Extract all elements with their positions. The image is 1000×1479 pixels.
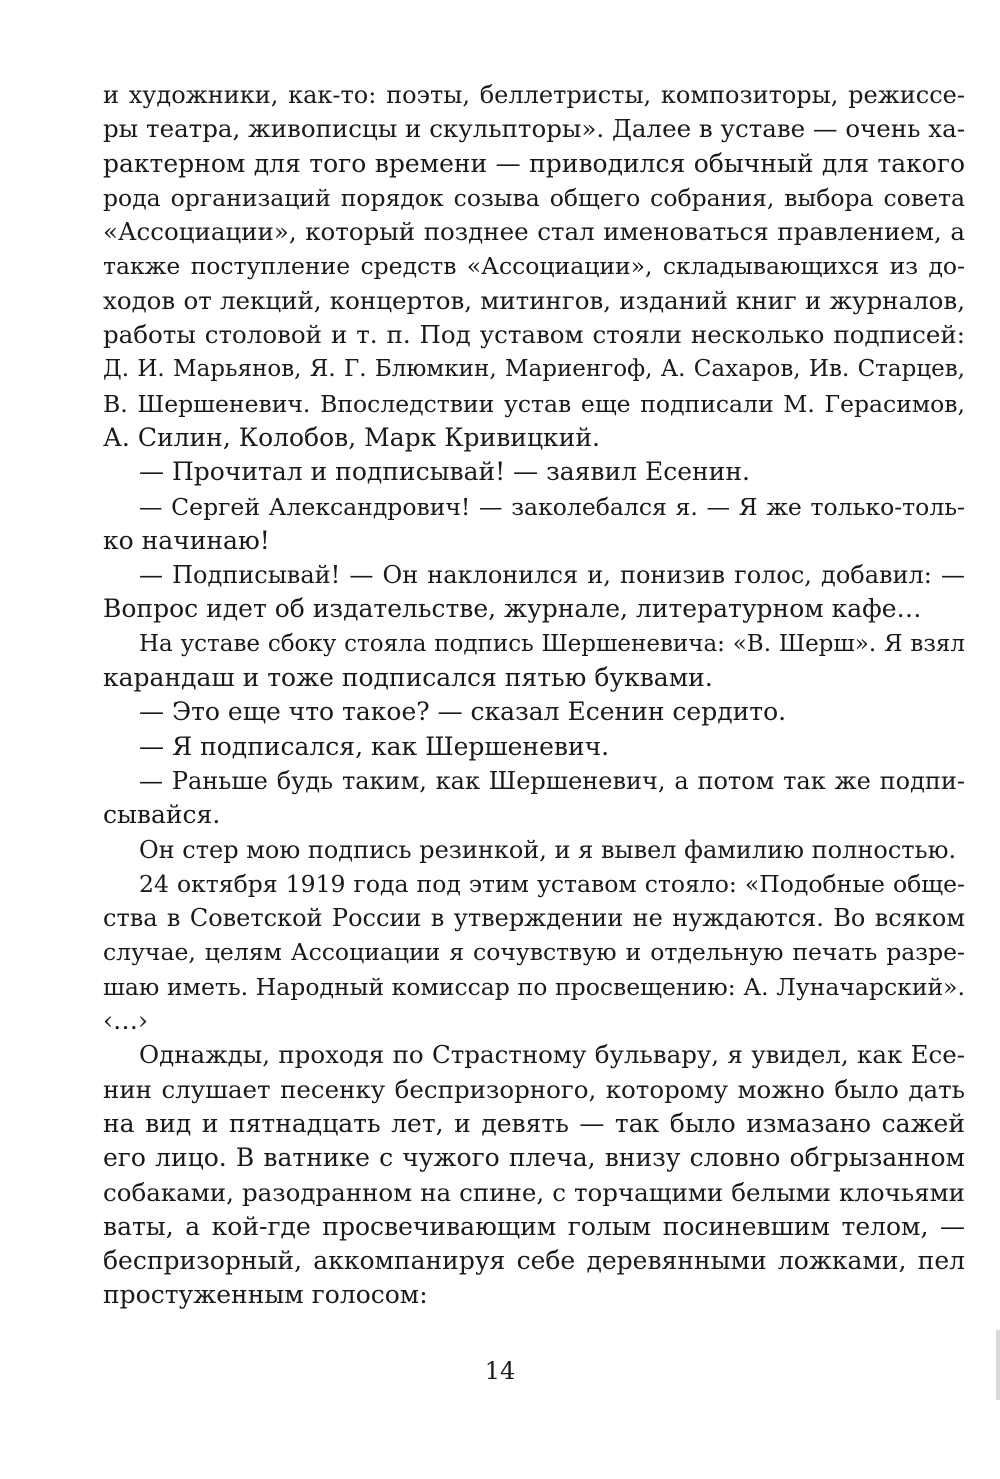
text-line: случае, целям Ассоциации я сочувствую и отдельную печать разре- — [103, 938, 965, 967]
dialogue-line: — Я подписался, как Шершеневич. — [139, 731, 610, 761]
dialogue-line: — Подписывай! — Он наклонился и, понизив голос, добавил: — — [139, 561, 965, 590]
text-line: «Ассоциации», который позднее стал именоваться правлением, а — [103, 217, 965, 247]
text-line: простуженным голосом: — [103, 1280, 428, 1310]
text-line: Вопрос идет об издательстве, журнале, литературном кафе… — [103, 594, 922, 624]
text-line: рода организаций порядок созыва общего собрания, выбора совета — [103, 183, 965, 212]
text-line: ходов от лекций, концертов, митингов, изданий книг и журналов, — [103, 285, 965, 315]
text-line: собаками, разодранном на спине, с торчащими белыми клочьями — [103, 1177, 965, 1207]
dialogue-line: — Прочитал и подписывай! — заявил Есенин. — [139, 457, 750, 487]
paragraph-first-line: Он стер мою подпись резинкой, и я вывел фамилию полностью. — [139, 835, 957, 864]
text-line: карандаш и тоже подписался пятью буквами. — [103, 663, 713, 693]
paragraph-first-line: 24 октября 1919 года под этим уставом стояло: «Подобные обще- — [139, 869, 965, 898]
paragraph-first-line: На уставе сбоку стояла подпись Шершеневича: «В. Шерш». Я взял — [139, 630, 965, 657]
ellipsis-marker: ‹…› — [103, 1006, 148, 1036]
text-line: Д. И. Марьянов, Я. Г. Блюмкин, Мариенгоф, А. Сахаров, Ив. Старцев, — [103, 356, 965, 383]
text-line: В. Шершеневич. Впоследствии устав еще подписали М. Герасимов, — [103, 389, 965, 418]
text-line: беспризорный, аккомпанируя себе деревянными ложками, пел — [103, 1246, 965, 1276]
page-text — [103, 78, 965, 1313]
text-line: ства в Советской России в утверждении не нуждаются. Во всяком — [103, 904, 965, 933]
text-line: ко начинаю! — [103, 525, 270, 555]
dialogue-line: — Это еще что такое? — сказал Есенин сердито. — [139, 697, 787, 727]
dialogue-line: — Сергей Александрович! — заколебался я. — Я же только-толь- — [139, 492, 965, 521]
page-edge — [996, 1330, 1000, 1400]
text-line: А. Силин, Колобов, Марк Кривицкий. — [103, 422, 600, 452]
dialogue-line: — Раньше будь таким, как Шершеневич, а потом так же подпи- — [139, 766, 965, 795]
text-line: на вид и пятнадцать лет, и девять — так было измазано сажей — [103, 1108, 965, 1138]
text-line: нин слушает песенку беспризорного, которому можно было дать — [103, 1074, 965, 1104]
page-number: 14 — [484, 1357, 516, 1385]
text-line: также поступление средств «Ассоциации», складывающихся из до- — [103, 252, 965, 281]
text-line: сывайся. — [103, 800, 221, 830]
text-line: рактерном для того времени — приводился обычный для такого — [103, 148, 965, 178]
text-line: ваты, а кой-где просвечивающим голым посиневшим телом, — — [103, 1211, 965, 1241]
text-line: ры театра, живописцы и скульпторы». Далее в уставе — очень ха- — [103, 114, 965, 144]
text-line: его лицо. В ватнике с чужого плеча, внизу словно обгрызанном — [103, 1143, 965, 1173]
paragraph-first-line: Однажды, проходя по Страстному бульвару, я увидел, как Есе- — [139, 1040, 965, 1070]
text-line: работы столовой и т. п. Под уставом стояли несколько подписей: — [103, 320, 965, 350]
text-line: и художники, как-то: поэты, беллетристы, композиторы, режиссе- — [103, 81, 965, 109]
text-line: шаю иметь. Народный комиссар по просвещению: А. Луначарский». — [103, 972, 965, 1001]
